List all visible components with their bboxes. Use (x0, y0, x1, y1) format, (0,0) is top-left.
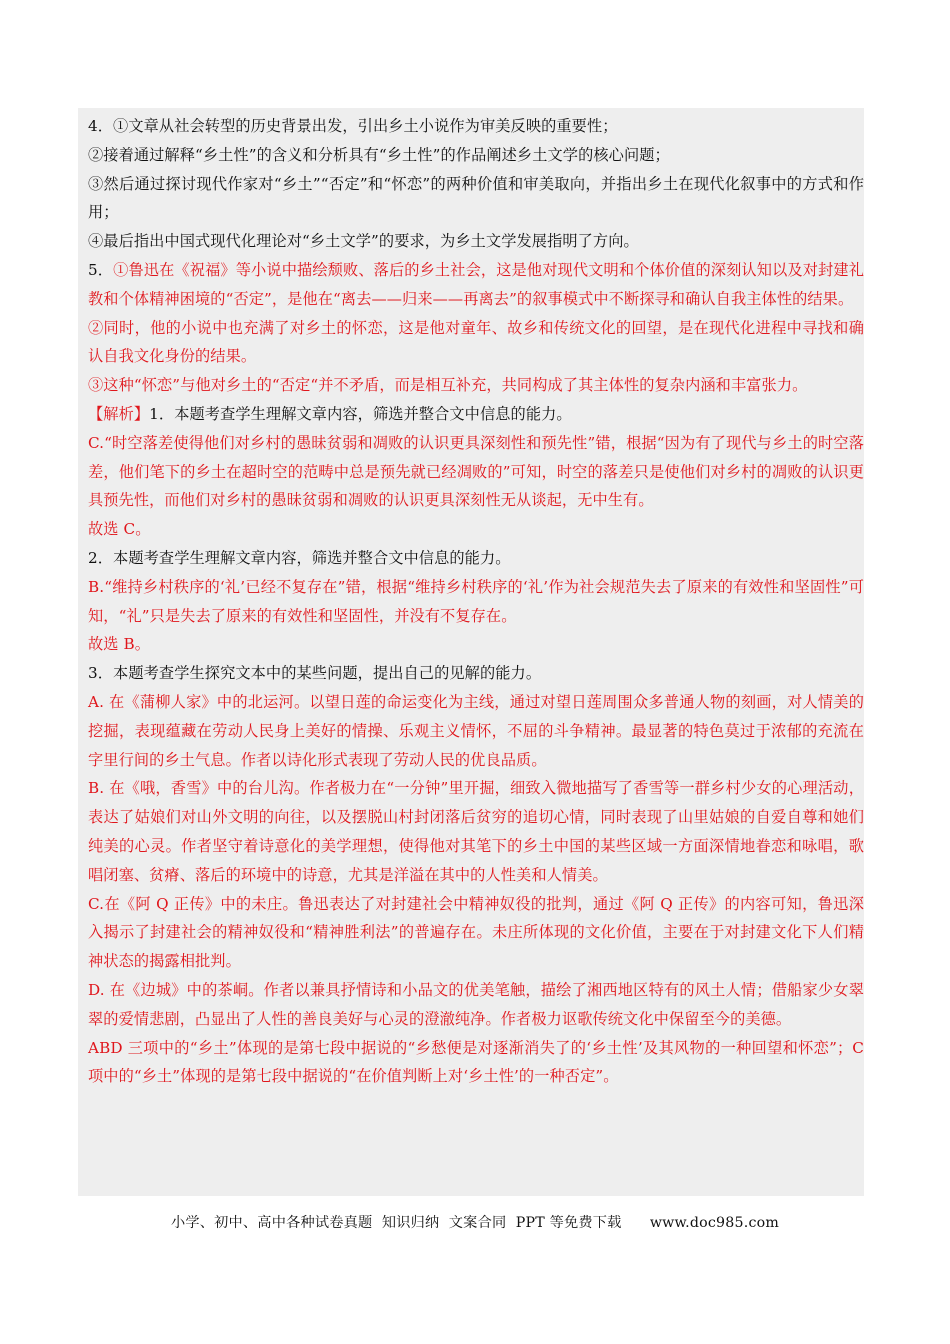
analysis-3-intro: 3．本题考查学生探究文本中的某些问题，提出自己的见解的能力。 (88, 664, 542, 683)
analysis-1-detail: C.“时空落差使得他们对乡村的愚昧贫弱和凋败的认识更具深刻性和预先性”错，根据“因为有了现代与乡土的时空落差，他们笔下的乡土在超时空的范畴中总是预先就已经凋败的”可知，时空的落差只是使他们对乡村的凋败的认识更具预先性，而他们对乡村的愚昧贫弱和凋败的认识更具深刻性无从谈起，无中生有。 (88, 433, 864, 510)
page-footer: 小学、初中、高中各种试卷真题 知识归纳 文案合同 PPT 等免费下载 www.doc985.com (170, 1215, 779, 1231)
paragraph-5-3: ③这种“怀恋”与他对乡土的“否定“并不矛盾，而是相互补充，共同构成了其主体性的复杂内涵和丰富张力。 (88, 376, 808, 395)
analysis-1-answer: 故选 C。 (88, 520, 151, 539)
analysis-1-intro: 1．本题考查学生理解文章内容，筛选并整合文中信息的能力。 (149, 404, 572, 423)
analysis-3-option-b: B. 在《哦，香雪》中的台儿沟。作者极力在“一分钟”里开掘，细致入微地描写了香雪等一群乡村少女的心理活动，表达了姑娘们对山外文明的向往，以及摆脱山村封闭落后贫穷的追切心情，同时表现了山里姑娘的自爱自尊和她们纯美的心灵。作者坚守着诗意化的美学理想，使得他对其笔下的乡土中国的某些区域一方面深情地眷恋和咏唱，歌唱闭塞、贫瘠、落后的环境中的诗意，尤其是洋溢在其中的人性美和人情美。 (88, 779, 864, 884)
analysis-label: 【解析】 (88, 404, 150, 423)
question-number-5: 5． (88, 260, 114, 279)
analysis-2-detail: B.“维持乡村秩序的‘礼’已经不复存在”错，根据“维持乡村秩序的‘礼’作为社会规范失去了原来的有效性和坚固性”可知，“礼”只是失去了原来的有效性和坚固性，并没有不复存在。 (88, 577, 864, 625)
paragraph-4-2: ②接着通过解释“乡土性”的含义和分析具有“乡土性”的作品阐述乡土文学的核心问题； (88, 145, 670, 164)
analysis-3-option-c: C.在《阿 Q 正传》中的未庄。鲁迅表达了对封建社会中精神奴役的批判，通过《阿 Q 正传》的内容可知，鲁迅深入揭示了封建社会的精神奴役和“精神胜利法”的普遍存在。未庄所体现的文化价值，主要在于对封建文化下人们精神状态的揭露相批判。 (88, 894, 864, 971)
analysis-3-summary: ABD 三项中的“乡土”体现的是第七段中据说的“乡愁便是对逐渐消失了的‘乡土性’及其风物的一种回望和怀恋”；C 项中的“乡土”体现的是第七段中据说的“在价值判断上对‘乡土性’的一种否定”。 (88, 1038, 864, 1086)
paragraph-4-3: ③然后通过探讨现代作家对“乡土”“否定”和“怀恋”的两种价值和审美取向，并指出乡土在现代化叙事中的方式和作用； (88, 174, 864, 222)
paragraph-4-4: ④最后指出中国式现代化理论对“乡土文学”的要求，为乡土文学发展指明了方向。 (88, 232, 639, 251)
paragraph-4-1: 4．①文章从社会转型的历史背景出发，引出乡土小说作为审美反映的重要性； (88, 117, 618, 135)
analysis-3-option-d: D. 在《边城》中的茶峒。作者以兼具抒情诗和小品文的优美笔触，描绘了湘西地区特有的风土人情；借船家少女翠翠的爱情悲剧，凸显出了人性的善良美好与心灵的澄澈纯净。作者极力讴歌传统文化中保留至今的美德。 (88, 980, 864, 1028)
analysis-3-option-a: A. 在《蒲柳人家》中的北运河。以望日莲的命运变化为主线，通过对望日莲周围众多普通人物的刻画，对人情美的挖掘，表现蕴藏在劳动人民身上美好的情操、乐观主义情怀，不屈的斗争精神。最显著的特色莫过于浓郁的充流在字里行间的乡土气息。作者以诗化形式表现了劳动人民的优良品质。 (88, 692, 864, 769)
answer-content-block (78, 108, 864, 1196)
analysis-heading (88, 400, 864, 429)
paragraph-5-1 (88, 256, 864, 314)
paragraph-5-1-text: ①鲁迅在《祝福》等小说中描绘颓败、落后的乡土社会，这是他对现代文明和个体价值的深刻认知以及对封建礼教和个体精神困境的“否定”，是他在“离去——归来——再离去”的叙事模式中不断探寻和确认自我主体性的结果。 (88, 260, 864, 308)
analysis-2-intro: 2．本题考查学生理解文章内容，筛选并整合文中信息的能力。 (88, 548, 511, 567)
analysis-2-answer: 故选 B。 (88, 635, 151, 654)
paragraph-5-2: ②同时，他的小说中也充满了对乡土的怀恋，这是他对童年、故乡和传统文化的回望，是在现代化进程中寻找和确认自我文化身份的结果。 (88, 318, 864, 366)
